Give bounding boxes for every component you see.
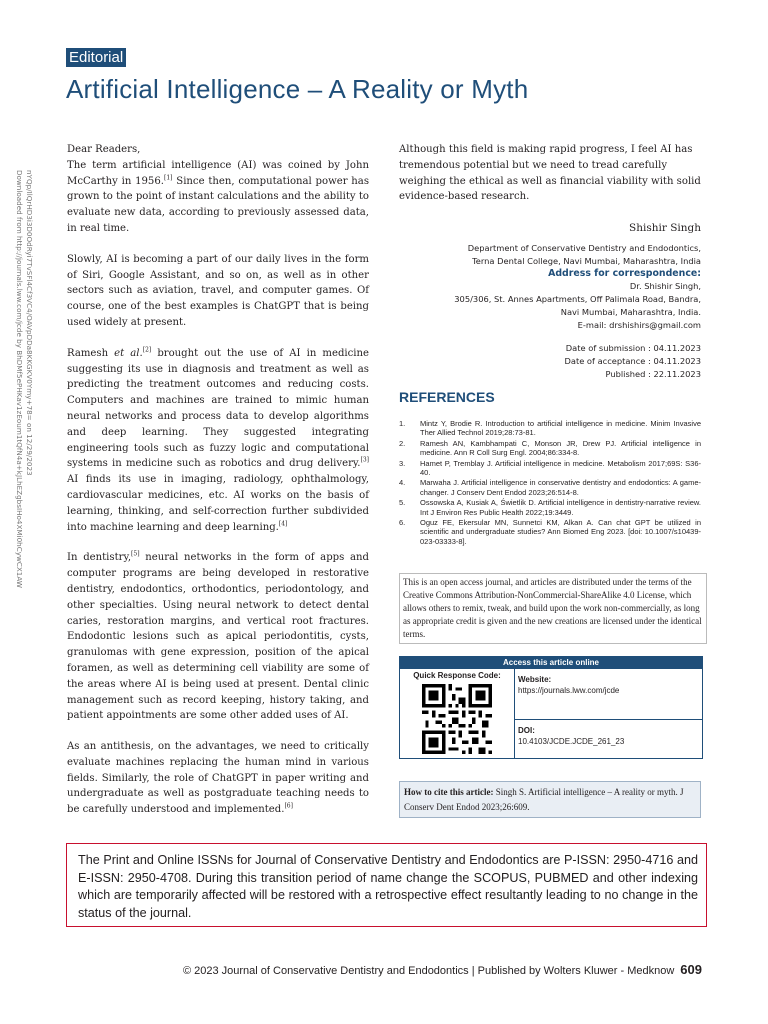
watermark-line-2: nYQp/IlQrHD3i3D0OdRyi7TvSFl4Cf3VC4/OAVpDDa8KKGKV0Ymy+78= on 12/29/2023 [25, 170, 34, 476]
qr-code-icon[interactable] [422, 684, 492, 754]
paragraph-6: Although this field is making rapid progress, I feel AI has tremendous potential but we need to tread carefully weighing the ethical as well as financial viability with solid evidence-based research. [399, 144, 701, 203]
qr-label: Quick Response Code: [413, 671, 501, 680]
website-link[interactable]: https://journals.lww.com/jcde [518, 686, 620, 695]
author-name: Shishir Singh [629, 222, 701, 234]
author-affiliation: Department of Conservative Dentistry and Endodontics, Terna Dental College, Navi Mumbai, Maharashtra, India Address for correspondence: Dr. Shishir Singh, 305/306, St. Annes Apartments, Off Palimala Road, Bandra, Navi Mumbai, Maharashtra, India. E-mail: drshishirs@gmail.com [381, 242, 701, 332]
reference-item: 3. Hamet P, Tremblay J. Artificial intelligence in medicine. Metabolism 2017;69S: S36-40. [399, 458, 701, 478]
download-watermark [14, 170, 32, 610]
citation-link[interactable]: [4] [278, 520, 288, 528]
paragraph-1: Dear Readers, The term artificial intelligence (AI) was coined by John McCarthy in 1956.[1] Since then, computational power has grown to the point of instant calculations and the ability to evaluate new data, according to previously assessed data, in real time. [67, 144, 369, 234]
page-footer [183, 962, 702, 977]
citation-link[interactable]: [6] [284, 802, 293, 810]
article-title: Artificial Intelligence – A Reality or Myth [66, 74, 529, 104]
citation-link[interactable]: [3] [360, 456, 369, 464]
issn-notice: The Print and Online ISSNs for Journal of Conservative Dentistry and Endodontics are P-ISSN: 2950-4716 and E-ISSN: 2950-4708. During this transition period of name change the SCOPUS, PUBMED and other indexing which are temporarily affected will be restored with a retrospective effect resultantly leading to no change in the status of the journal. [66, 843, 707, 927]
watermark-line-1: Downloaded from http://journals.lww.com/jcde by BhDMf5ePHKav1zEoum1tQfN4a+kJLhEZgbsIHo4XMi0hCywCX1AW [15, 170, 24, 589]
access-article-box [399, 656, 703, 759]
reference-item: 4. Marwaha J. Artificial intelligence in conservative dentistry and endodontics: A game-changer. J Conserv Dent Endod 2023;26:514-8. [399, 478, 701, 497]
greeting: Dear Readers, [67, 144, 141, 155]
section-tag: Editorial [66, 48, 126, 67]
citation-link[interactable]: [5] [131, 550, 140, 558]
paragraph-2: Slowly, AI is becoming a part of our daily lives in the form of Siri, Google Assistant, and so on, as well as in other sectors such as aviation, travel, and computer games. Of course, one of the best examples is ChatGPT that is being used widely at present. [67, 253, 369, 328]
website-label: Website: [518, 675, 552, 684]
left-column [67, 142, 369, 833]
page-number: 609 [680, 962, 702, 977]
correspondence-heading: Address for correspondence: [548, 267, 701, 279]
doi-row [515, 720, 702, 752]
reference-item: 6. Oguz FE, Ekersular MN, Sunnetci KM, Alkan A. Can chat GPT be utilized in scientific and undergraduate studies? Ann Biomed Eng 2023. [doi: 10.1007/s10439-023-03333-8]. [399, 518, 701, 546]
citation-label: How to cite this article: [404, 787, 494, 797]
doi-label: DOI: [518, 726, 535, 735]
license-notice: This is an open access journal, and articles are distributed under the terms of the Creative Commons Attribution-NonCommercial-ShareAlike 4.0 License, which allows others to remix, tweak, and build upon the work non-commercially, as long as appropriate credit is given and the new creations are licensed under the identical terms. [399, 573, 707, 644]
citation-link[interactable]: [1] [164, 174, 173, 182]
citation-box: How to cite this article: Singh S. Artificial intelligence – A reality or myth. J Conserv Dent Endod 2023;26:609. [399, 781, 701, 818]
references-heading: REFERENCES [399, 389, 495, 405]
doi-link[interactable]: 10.4103/JCDE.JCDE_261_23 [518, 737, 625, 746]
reference-item: 2. Ramesh AN, Kambhampati C, Monson JR, Drew PJ. Artificial intelligence in medicine. Ann R Coll Surg Engl. 2004;86:334-8. [399, 438, 701, 458]
paragraph-3: Ramesh et al.[2] brought out the use of AI in medicine suggesting its use in diagnosis and treatment as well as predicting the treatment outcomes and reducing costs. Computers and machines are trained to mimic human neural networks and process data to develop algorithms and deep learning. They suggested integrating engineering tools such as fuzzy logic and computational systems in medicine such as robotics and drug delivery.[3] AI finds its use in imaging, radiology, ophthalmology, cardiovascular medicines, etc. AI works on the basis of learning, thinking, and self-correction further subdivided into machine learning and deep learning.[4] [67, 346, 369, 533]
reference-item: 5. Ossowska A, Kusiak A, Świetlik D. Artificial intelligence in dentistry-narrative review. Int J Environ Res Public Health 2022;19:3449. [399, 498, 701, 517]
paragraph-5: As an antithesis, on the advantages, we need to critically evaluate machines replacing the human mind in various fields. Similarly, the role of ChatGPT in paper writing and undergraduate as well as postgraduate teaching needs to be carefully understood and implemented.[6] [67, 741, 369, 816]
access-heading: Access this article online [400, 657, 702, 669]
author-email[interactable]: E-mail: drshishirs@gmail.com [577, 319, 701, 330]
reference-item: 1. Mintz Y, Brodie R. Introduction to artificial intelligence in medicine. Minim Invasive Ther Allied Technol 2019;28:73-81. [399, 419, 701, 438]
footer-copyright: © 2023 Journal of Conservative Dentistry and Endodontics | Published by Wolters Kluwer - Medknow [182, 965, 675, 977]
paragraph-4: In dentistry,[5] neural networks in the form of apps and computer programs are being developed in restorative dentistry, endodontics, orthodontics, periodontology, and other specialties. Using neural network to detect dental caries, restoration margins, and vertical root fractures. Endodontic lesions such as apical periodontitis, cysts, granulomas with gene expression, position of the apical foramen, as well as determining cell viability are some of the areas where AI is being used at present. Dental clinic management such as record keeping, history taking, and patient appointments are some other added uses of AI. [67, 550, 369, 722]
article-dates: Date of submission : 04.11.2023 Date of acceptance : 04.11.2023 Published : 22.11.2023 [564, 343, 701, 379]
website-row [515, 669, 702, 720]
citation-link[interactable]: [2] [142, 346, 152, 354]
qr-cell [400, 669, 515, 758]
reference-list [399, 419, 701, 547]
